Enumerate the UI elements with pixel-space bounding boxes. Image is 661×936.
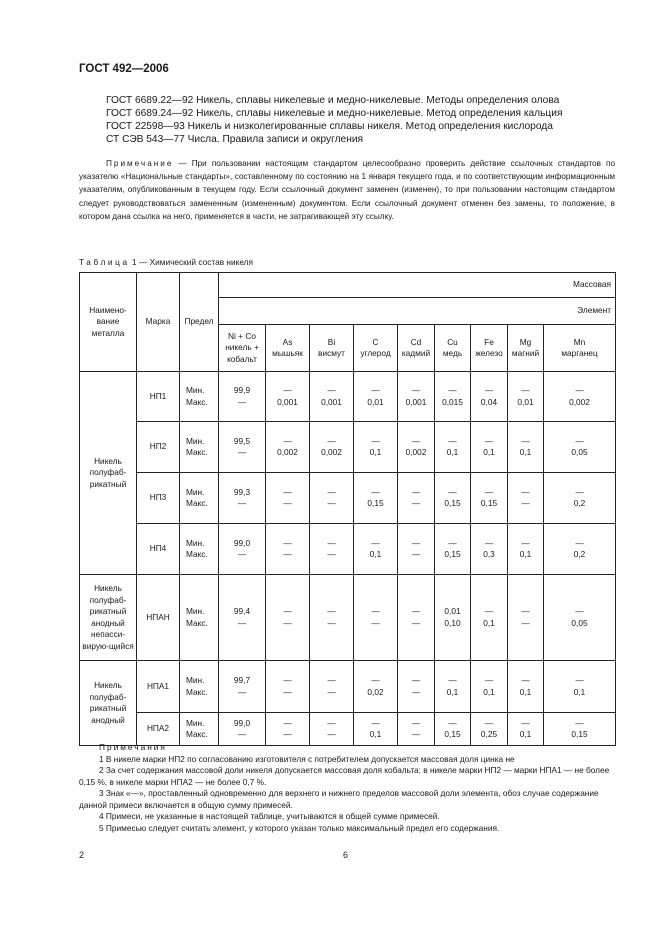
min-value: — xyxy=(575,435,584,446)
limit-cell xyxy=(180,524,219,575)
min-value: — xyxy=(327,537,336,548)
limit-label: Мин. xyxy=(186,486,205,497)
limit-label: Макс. xyxy=(186,447,208,457)
max-value: 0,15 xyxy=(367,498,384,508)
element-symbol: Bi xyxy=(327,336,336,347)
max-value: 0,1 xyxy=(369,447,382,457)
min-value: — xyxy=(521,385,530,395)
table-row xyxy=(80,713,616,746)
max-value: — xyxy=(237,498,247,508)
max-value: 0,1 xyxy=(519,447,532,457)
element-symbol: As xyxy=(282,336,293,347)
min-value: — xyxy=(575,385,584,395)
max-value: 0,1 xyxy=(519,729,532,739)
value-cell xyxy=(508,524,544,575)
max-value: 0,002 xyxy=(321,447,342,457)
document-header: ГОСТ 492—2006 xyxy=(79,63,169,75)
value-cell xyxy=(310,575,354,661)
element-name: марганец xyxy=(561,348,598,358)
limit-cell xyxy=(180,713,219,746)
max-value: — xyxy=(283,729,292,739)
limit-label: Мин. xyxy=(186,606,205,616)
value-cell xyxy=(354,372,398,422)
header-element-0 xyxy=(219,325,266,372)
value-cell xyxy=(354,524,398,575)
min-value: — xyxy=(327,486,336,497)
value-cell xyxy=(398,713,435,746)
header-metal-name: Наимено-вание металла xyxy=(80,273,137,372)
max-value: — xyxy=(411,549,421,559)
mark-cell: НП1 xyxy=(137,372,180,422)
limit-label: Мин. xyxy=(186,435,205,446)
metal-name-cell: Никель полуфаб-рикатный xyxy=(80,372,137,575)
metal-name-cell: Никель полуфаб-рикатный анодный непасси-вирую-щийся xyxy=(80,575,137,661)
value-cell xyxy=(435,422,471,473)
footnote-item: 5 Примесью следует считать элемент, у которого указан только максимальный предел его содержания. xyxy=(99,822,500,833)
min-value: — xyxy=(521,486,530,497)
limit-cell xyxy=(180,575,219,661)
max-value: — xyxy=(283,617,292,628)
references-list xyxy=(106,94,562,146)
value-cell xyxy=(266,422,310,473)
value-cell xyxy=(471,713,508,746)
value-cell xyxy=(544,524,616,575)
header-element-8 xyxy=(544,325,616,372)
element-symbol: Mg xyxy=(519,336,532,347)
header-element-6 xyxy=(471,325,508,372)
min-value: — xyxy=(411,385,421,395)
min-value: — xyxy=(575,717,584,728)
min-value: — xyxy=(484,385,494,395)
max-value: 0,2 xyxy=(573,549,586,559)
usage-note xyxy=(79,157,615,223)
min-value: — xyxy=(484,675,494,685)
max-value: 0,1 xyxy=(483,447,495,457)
reference-item: СТ СЭВ 543—77 Числа. Правила записи и округления xyxy=(106,134,364,145)
value-cell xyxy=(310,422,354,473)
min-value: — xyxy=(283,675,292,685)
value-cell xyxy=(354,473,398,524)
max-value: 0,002 xyxy=(405,447,427,457)
min-value: — xyxy=(575,675,584,685)
min-value: — xyxy=(448,717,457,728)
min-value: — xyxy=(575,486,584,497)
max-value: 0,1 xyxy=(483,686,495,697)
min-value: — xyxy=(448,385,457,395)
value-cell xyxy=(544,372,616,422)
max-value: — xyxy=(283,549,292,559)
max-value: 0,15 xyxy=(480,498,498,508)
value-cell xyxy=(471,473,508,524)
value-cell xyxy=(219,661,266,713)
min-value: — xyxy=(283,606,292,616)
max-value: — xyxy=(237,396,247,407)
max-value: 0,1 xyxy=(446,447,459,457)
max-value: — xyxy=(237,447,247,457)
value-cell xyxy=(310,372,354,422)
limit-cell xyxy=(180,473,219,524)
min-value: — xyxy=(411,486,421,497)
header-mass-fraction: Массовая xyxy=(219,273,616,298)
header-limit: Предел xyxy=(180,273,219,372)
max-value: 0,001 xyxy=(277,396,298,407)
mark-cell: НПА2 xyxy=(137,713,180,746)
max-value: — xyxy=(327,498,336,508)
min-value: — xyxy=(327,717,336,728)
limit-label: Макс. xyxy=(186,549,208,559)
limit-label: Макс. xyxy=(186,729,208,739)
min-value: — xyxy=(371,435,380,446)
max-value: — xyxy=(283,498,292,508)
value-cell xyxy=(219,524,266,575)
element-name: висмут xyxy=(318,348,345,358)
min-value: — xyxy=(484,486,494,497)
limit-label: Мин. xyxy=(186,717,205,728)
max-value: 0,001 xyxy=(405,396,427,407)
max-value: — xyxy=(327,686,336,697)
value-cell xyxy=(544,575,616,661)
max-value: 0,002 xyxy=(569,396,590,407)
footnotes-title: Примечания xyxy=(99,742,167,752)
element-name: железо xyxy=(475,348,503,358)
max-value: 0,05 xyxy=(571,617,588,628)
min-value: — xyxy=(484,537,494,548)
header-element-4 xyxy=(398,325,435,372)
value-cell xyxy=(266,575,310,661)
element-symbol: Fe xyxy=(484,336,494,347)
min-value: — xyxy=(283,435,292,446)
mark-cell: НП2 xyxy=(137,422,180,473)
limit-label: Макс. xyxy=(186,498,208,508)
min-value: — xyxy=(411,675,421,685)
max-value: — xyxy=(521,498,530,508)
element-symbol: C xyxy=(372,336,379,347)
value-cell xyxy=(354,422,398,473)
value-cell xyxy=(435,372,471,422)
max-value: 0,02 xyxy=(367,686,384,697)
value-cell xyxy=(266,713,310,746)
min-value: — xyxy=(283,537,292,548)
min-value: — xyxy=(371,675,380,685)
max-value: 0,2 xyxy=(573,498,586,508)
reference-item: ГОСТ 22598—93 Никель и низколегированные сплавы никеля. Метод определения кислорода xyxy=(106,121,553,132)
value-cell xyxy=(471,661,508,713)
max-value: 0,05 xyxy=(571,447,588,457)
element-name: углерод xyxy=(360,348,391,358)
min-value: — xyxy=(484,435,494,446)
min-value: — xyxy=(411,537,421,548)
value-cell xyxy=(354,575,398,661)
min-value: 0,01 xyxy=(444,606,461,616)
mark-cell: НПАН xyxy=(137,575,180,661)
value-cell xyxy=(354,661,398,713)
metal-name-cell: Никель полуфаб-рикатный анодный xyxy=(80,661,137,746)
value-cell xyxy=(310,524,354,575)
element-name: мышьяк xyxy=(272,348,303,358)
min-value: — xyxy=(371,606,380,616)
mark-cell: НПА1 xyxy=(137,661,180,713)
table-row xyxy=(80,524,616,575)
value-cell xyxy=(508,575,544,661)
limit-cell xyxy=(180,422,219,473)
max-value: 0,015 xyxy=(442,396,463,407)
min-value: 99,0 xyxy=(233,717,251,728)
value-cell xyxy=(219,575,266,661)
max-value: — xyxy=(411,729,421,739)
max-value: — xyxy=(411,686,421,697)
max-value: 0,1 xyxy=(519,549,532,559)
limit-label: Мин. xyxy=(186,385,205,395)
min-value: — xyxy=(283,486,292,497)
max-value: — xyxy=(327,617,336,628)
min-value: — xyxy=(411,435,421,446)
min-value: — xyxy=(484,606,494,616)
limit-label: Мин. xyxy=(186,537,205,548)
element-name: магний xyxy=(511,348,540,358)
min-value: 99,4 xyxy=(233,606,251,616)
min-value: — xyxy=(371,537,380,548)
composition-table xyxy=(79,272,616,746)
header-mark: Марка xyxy=(137,273,180,372)
min-value: — xyxy=(327,606,336,616)
value-cell xyxy=(398,524,435,575)
max-value: 0,25 xyxy=(480,729,498,739)
max-value: — xyxy=(327,729,336,739)
element-name: медь xyxy=(442,348,463,358)
table-row xyxy=(80,661,616,713)
value-cell xyxy=(219,372,266,422)
table-footnotes xyxy=(79,742,615,834)
min-value: — xyxy=(521,435,530,446)
min-value: — xyxy=(371,385,380,395)
mark-cell: НП3 xyxy=(137,473,180,524)
value-cell xyxy=(398,422,435,473)
limit-label: Макс. xyxy=(186,396,208,407)
limit-cell xyxy=(180,661,219,713)
max-value: 0,15 xyxy=(444,498,461,508)
value-cell xyxy=(266,661,310,713)
value-cell xyxy=(219,473,266,524)
min-value: — xyxy=(575,537,584,548)
min-value: — xyxy=(283,717,292,728)
max-value: 0,1 xyxy=(446,686,459,697)
min-value: 99,5 xyxy=(233,435,251,446)
min-value: — xyxy=(521,537,530,548)
value-cell xyxy=(435,661,471,713)
value-cell xyxy=(435,713,471,746)
value-cell xyxy=(266,372,310,422)
element-symbol: Mn xyxy=(573,336,586,347)
value-cell xyxy=(435,473,471,524)
max-value: — xyxy=(521,617,530,628)
value-cell xyxy=(354,713,398,746)
max-value: 0,1 xyxy=(369,549,382,559)
min-value: — xyxy=(521,717,530,728)
min-value: — xyxy=(327,385,336,395)
footnote-item: 2 За счет содержания массовой доли никеля допускается массовая доля кобальта: в никеле марки НП2 — марки НПА1 — не более 0,15 %, в никеле марки НПА2 — не более 0,7 %. xyxy=(79,765,610,787)
footnote-item: 3 Знак «—», проставленный одновременно для верхнего и нижнего пределов массовой доли элемента, обоз случае содержание данной примеси включается в общую сумму примесей. xyxy=(79,788,599,810)
value-cell xyxy=(508,661,544,713)
value-cell xyxy=(310,473,354,524)
footnote-item: 4 Примеси, не указанные в настоящей таблице, учитываются в общей сумме примесей. xyxy=(99,811,440,821)
min-value: — xyxy=(448,435,457,446)
table-row xyxy=(80,575,616,661)
min-value: — xyxy=(327,675,336,685)
max-value: 0,15 xyxy=(444,729,461,739)
reference-item: ГОСТ 6689.22—92 Никель, сплавы никелевые и медно-никелевые. Методы определения олова xyxy=(106,95,560,106)
max-value: 0,1 xyxy=(573,686,586,697)
min-value: — xyxy=(411,717,421,728)
min-value: — xyxy=(327,435,336,446)
max-value: — xyxy=(237,729,247,739)
limit-label: Макс. xyxy=(186,617,208,628)
value-cell xyxy=(508,422,544,473)
table-row xyxy=(80,422,616,473)
max-value: 0,01 xyxy=(517,396,534,407)
header-element-5 xyxy=(435,325,471,372)
value-cell xyxy=(219,422,266,473)
value-cell xyxy=(471,575,508,661)
header-element-2 xyxy=(310,325,354,372)
max-value: — xyxy=(371,617,380,628)
max-value: — xyxy=(237,617,247,628)
value-cell xyxy=(508,713,544,746)
table-title-label: Таблица xyxy=(79,257,130,267)
value-cell xyxy=(310,713,354,746)
value-cell xyxy=(266,524,310,575)
value-cell xyxy=(471,524,508,575)
table-title xyxy=(79,257,253,267)
min-value: 99,3 xyxy=(233,486,251,497)
max-value: — xyxy=(411,498,421,508)
page-number-left: 2 xyxy=(79,850,85,860)
value-cell xyxy=(435,575,471,661)
max-value: 0,10 xyxy=(444,617,461,628)
footnote-item: 1 В никеле марки НП2 по согласованию изготовителя с потребителем допускается массовая доля цинка не xyxy=(99,753,515,764)
value-cell xyxy=(471,422,508,473)
limit-label: Макс. xyxy=(186,686,208,697)
header-element-7 xyxy=(508,325,544,372)
min-value: — xyxy=(371,717,380,728)
max-value: 0,002 xyxy=(277,447,298,457)
mark-cell: НП4 xyxy=(137,524,180,575)
element-name: никель + кобальт xyxy=(225,342,259,364)
max-value: 0,001 xyxy=(321,396,342,407)
header-element-3 xyxy=(354,325,398,372)
value-cell xyxy=(471,372,508,422)
min-value: — xyxy=(521,606,530,616)
value-cell xyxy=(219,713,266,746)
element-symbol: Ni + Co xyxy=(228,330,256,341)
max-value: 0,1 xyxy=(519,686,532,697)
min-value: — xyxy=(484,717,494,728)
max-value: 0,15 xyxy=(444,549,461,559)
value-cell xyxy=(398,661,435,713)
page-number-center: 6 xyxy=(343,850,349,860)
reference-item: ГОСТ 6689.24—92 Никель, сплавы никелевые и медно-никелевые. Метод определения кальция xyxy=(106,108,563,119)
limit-cell xyxy=(180,372,219,422)
min-value: — xyxy=(521,675,530,685)
element-symbol: Cd xyxy=(410,336,422,347)
limit-label: Мин. xyxy=(186,675,205,685)
max-value: 0,04 xyxy=(480,396,498,407)
min-value: — xyxy=(411,606,421,616)
min-value: — xyxy=(283,385,292,395)
max-value: — xyxy=(237,686,247,697)
min-value: 99,7 xyxy=(233,675,251,685)
min-value: — xyxy=(371,486,380,497)
value-cell xyxy=(508,372,544,422)
value-cell xyxy=(544,473,616,524)
note-text: — При пользовании настоящим стандартом целесообразно проверить действие ссылочных стандартов по указателю «Национальные стандарты», составленному по состоянию на 1 января текущего года, и по соответствующим информационным указателям, опубликованным в текущем году. Если ссылочный документ заменен (изменен), то при пользовании настоящим стандартом следует руководствоваться замененным (измененным) документом. Если ссылочный документ отменен без замены, то положение, в котором дана ссылка на него, применяется в части, не затрагивающей эту ссылку. xyxy=(79,159,615,221)
table-row xyxy=(80,473,616,524)
min-value: — xyxy=(575,606,584,616)
max-value: — xyxy=(327,549,336,559)
value-cell xyxy=(435,524,471,575)
value-cell xyxy=(544,713,616,746)
value-cell xyxy=(266,473,310,524)
note-label: Примечание xyxy=(106,159,174,168)
value-cell xyxy=(398,575,435,661)
header-element-1 xyxy=(266,325,310,372)
max-value: — xyxy=(283,686,292,697)
value-cell xyxy=(544,422,616,473)
value-cell xyxy=(398,372,435,422)
max-value: 0,15 xyxy=(571,729,588,739)
min-value: — xyxy=(448,486,457,497)
max-value: — xyxy=(411,617,421,628)
max-value: 0,3 xyxy=(483,549,495,559)
value-cell xyxy=(398,473,435,524)
min-value: — xyxy=(448,675,457,685)
min-value: — xyxy=(448,537,457,548)
table-row xyxy=(80,372,616,422)
table-title-text: 1 — Химический состав никеля xyxy=(132,257,254,267)
header-element: Элемент xyxy=(219,298,616,325)
min-value: 99,9 xyxy=(233,385,251,395)
value-cell xyxy=(508,473,544,524)
min-value: 99,0 xyxy=(233,537,251,548)
element-symbol: Cu xyxy=(447,336,458,347)
max-value: 0,1 xyxy=(483,617,495,628)
max-value: 0,1 xyxy=(369,729,382,739)
max-value: — xyxy=(237,549,247,559)
element-name: кадмий xyxy=(401,348,431,358)
max-value: 0,01 xyxy=(367,396,384,407)
value-cell xyxy=(544,661,616,713)
value-cell xyxy=(310,661,354,713)
